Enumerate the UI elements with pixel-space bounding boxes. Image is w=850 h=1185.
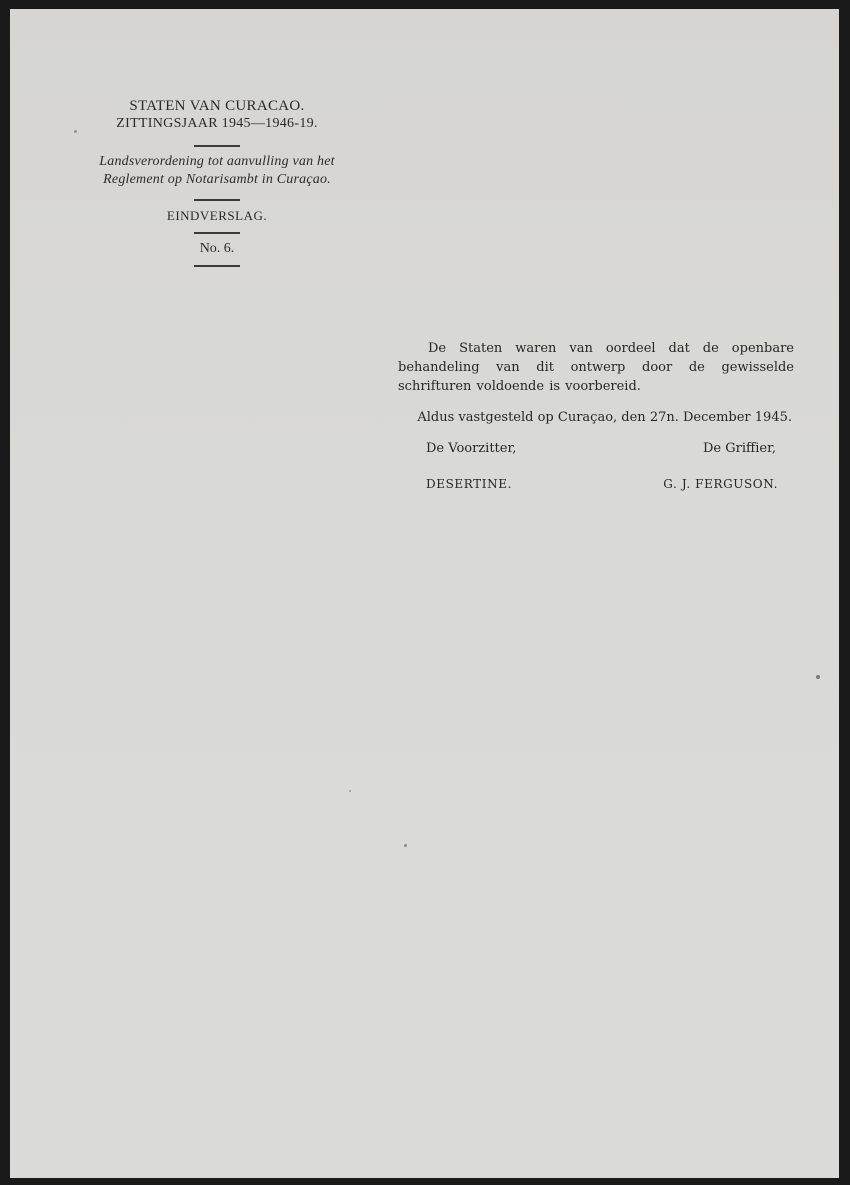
signature-titles (398, 441, 794, 461)
adoption-line: Aldus vastgesteld op Curaçao, den 27n. December 1945. (417, 410, 792, 425)
report-type: EINDVERSLAG. (166, 208, 268, 223)
chair-name: DESERTINE. (426, 477, 513, 491)
subject-line-1: Landsverordening tot aanvulling van het (99, 154, 335, 169)
subject (62, 153, 372, 189)
paper-speck (404, 844, 407, 847)
paper-speck (349, 790, 351, 792)
body-paragraph: De Staten waren van oordeel dat de openbare behandeling van dit ontwerp door de gewisselde schrifturen voldoende is voorbereid. (398, 341, 794, 394)
divider (194, 265, 240, 267)
divider (194, 232, 240, 234)
paper-speck (74, 130, 77, 133)
subject-line-2: Reglement op Notarisambt in Curaçao. (103, 172, 331, 187)
paper-speck (816, 675, 820, 679)
document-header (62, 97, 372, 267)
report-body (398, 339, 794, 497)
clerk-name: G. J. FERGUSON. (663, 477, 778, 491)
clerk-title: De Griffier, (702, 441, 776, 456)
divider (194, 145, 240, 147)
document-page (10, 9, 839, 1178)
chair-title: De Voorzitter, (426, 441, 517, 456)
session-year: ZITTINGSJAAR 1945—1946-19. (116, 116, 318, 131)
document-number: No. 6. (199, 241, 235, 256)
divider (194, 199, 240, 201)
assembly-title: STATEN VAN CURACAO. (129, 98, 305, 114)
signature-names (398, 477, 794, 497)
